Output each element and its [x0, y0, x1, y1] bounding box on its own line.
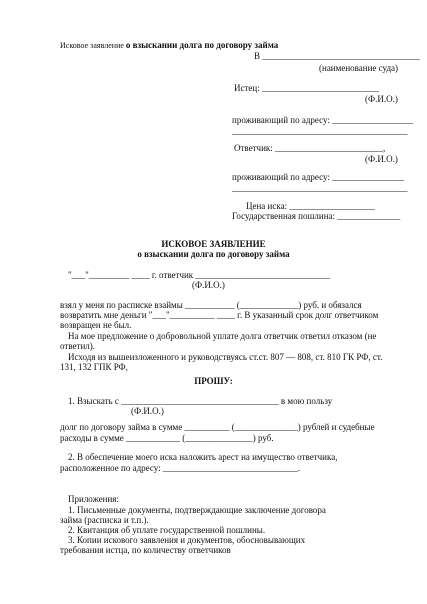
claim-price: Цена иска: ___________________: [246, 201, 375, 211]
document-title: ИСКОВОЕ ЗАЯВЛЕНИЕ: [161, 239, 266, 249]
paragraph-1-line-3: возвращен не был.: [60, 320, 132, 330]
defendant-address: проживающий по адресу: ________________: [232, 172, 405, 182]
attachment-3-line-1: 3. Копии искового заявления и документов, обосновывающих: [68, 535, 306, 545]
attachment-2: 2. Квитанция об уплате государственной пошлины.: [68, 525, 266, 535]
court-line: В ___________________________________: [254, 51, 420, 61]
request-1-line-3: расходы в сумме ____________ (_______________) руб.: [60, 433, 274, 443]
top-title: [60, 40, 278, 51]
paragraph-3-line-1: Исходя из вышеизложенного и руководствуясь ст.ст. 807 — 808, ст. 810 ГК РФ, ст.: [68, 352, 383, 362]
paragraph-2-line-2: ответил).: [60, 341, 95, 351]
date-line: "___"_________ ____ г. ответчик ______________________________: [68, 270, 331, 280]
document-subtitle: о взыскании долга по договору займа: [137, 249, 290, 259]
attachments-title: Приложения:: [68, 494, 119, 504]
paragraph-1-line-2: возвратить мне деньги "___"__________ ____ г. В указанный срок долг ответчиком: [60, 310, 379, 320]
request-2-line-1: 2. В обеспечение моего иска наложить арест на имущество ответчика,: [68, 452, 338, 462]
defendant-address-line2: _______________________________________: [232, 183, 408, 193]
attachment-1-line-1: 1. Письменные документы, подтверждающие заключение договора: [68, 505, 326, 515]
top-title-rest: о взыскании долга по договору займа: [125, 40, 279, 50]
paragraph-3-line-2: 131, 132 ГПК РФ,: [60, 362, 128, 372]
request-1-line-2: долг по договору займа в сумме __________ (______________) рублей и судебные: [60, 422, 375, 432]
request-1-line-1: 1. Взыскать с ___________________________________ в мою пользу: [68, 396, 333, 406]
paragraph-1-line-1: взял у меня по расписке взаймы ___________ (_____________) руб. и обязался: [60, 300, 362, 310]
top-title-prefix: Исковое заявление: [60, 41, 124, 50]
request-1-caption: (Ф.И.О.): [131, 406, 164, 416]
state-duty: Государственная пошлина: ______________: [232, 211, 401, 221]
court-caption: (наименование суда): [319, 63, 399, 73]
defendant-line: Ответчик: ________________________,: [234, 143, 386, 153]
request-2-line-2: расположенное по адресу: ______________________________.: [60, 463, 301, 473]
attachment-3-line-2: требования истца, по количеству ответчиков: [60, 545, 231, 555]
plaintiff-line: Истец: __________________________: [234, 83, 379, 93]
paragraph-2-line-1: На мое предложение о добровольной уплате долга ответчик ответил отказом (не: [68, 331, 377, 341]
plaintiff-address: проживающий по адресу: __________________: [232, 115, 414, 125]
plaintiff-address-line2: _______________________________________: [232, 126, 408, 136]
date-caption: (Ф.И.О.): [192, 280, 225, 290]
defendant-caption: (Ф.И.О.): [365, 154, 398, 164]
plaintiff-caption: (Ф.И.О.): [365, 94, 398, 104]
request-heading: ПРОШУ:: [194, 376, 233, 386]
attachment-1-line-2: займа (расписка и т.п.).: [60, 515, 149, 525]
